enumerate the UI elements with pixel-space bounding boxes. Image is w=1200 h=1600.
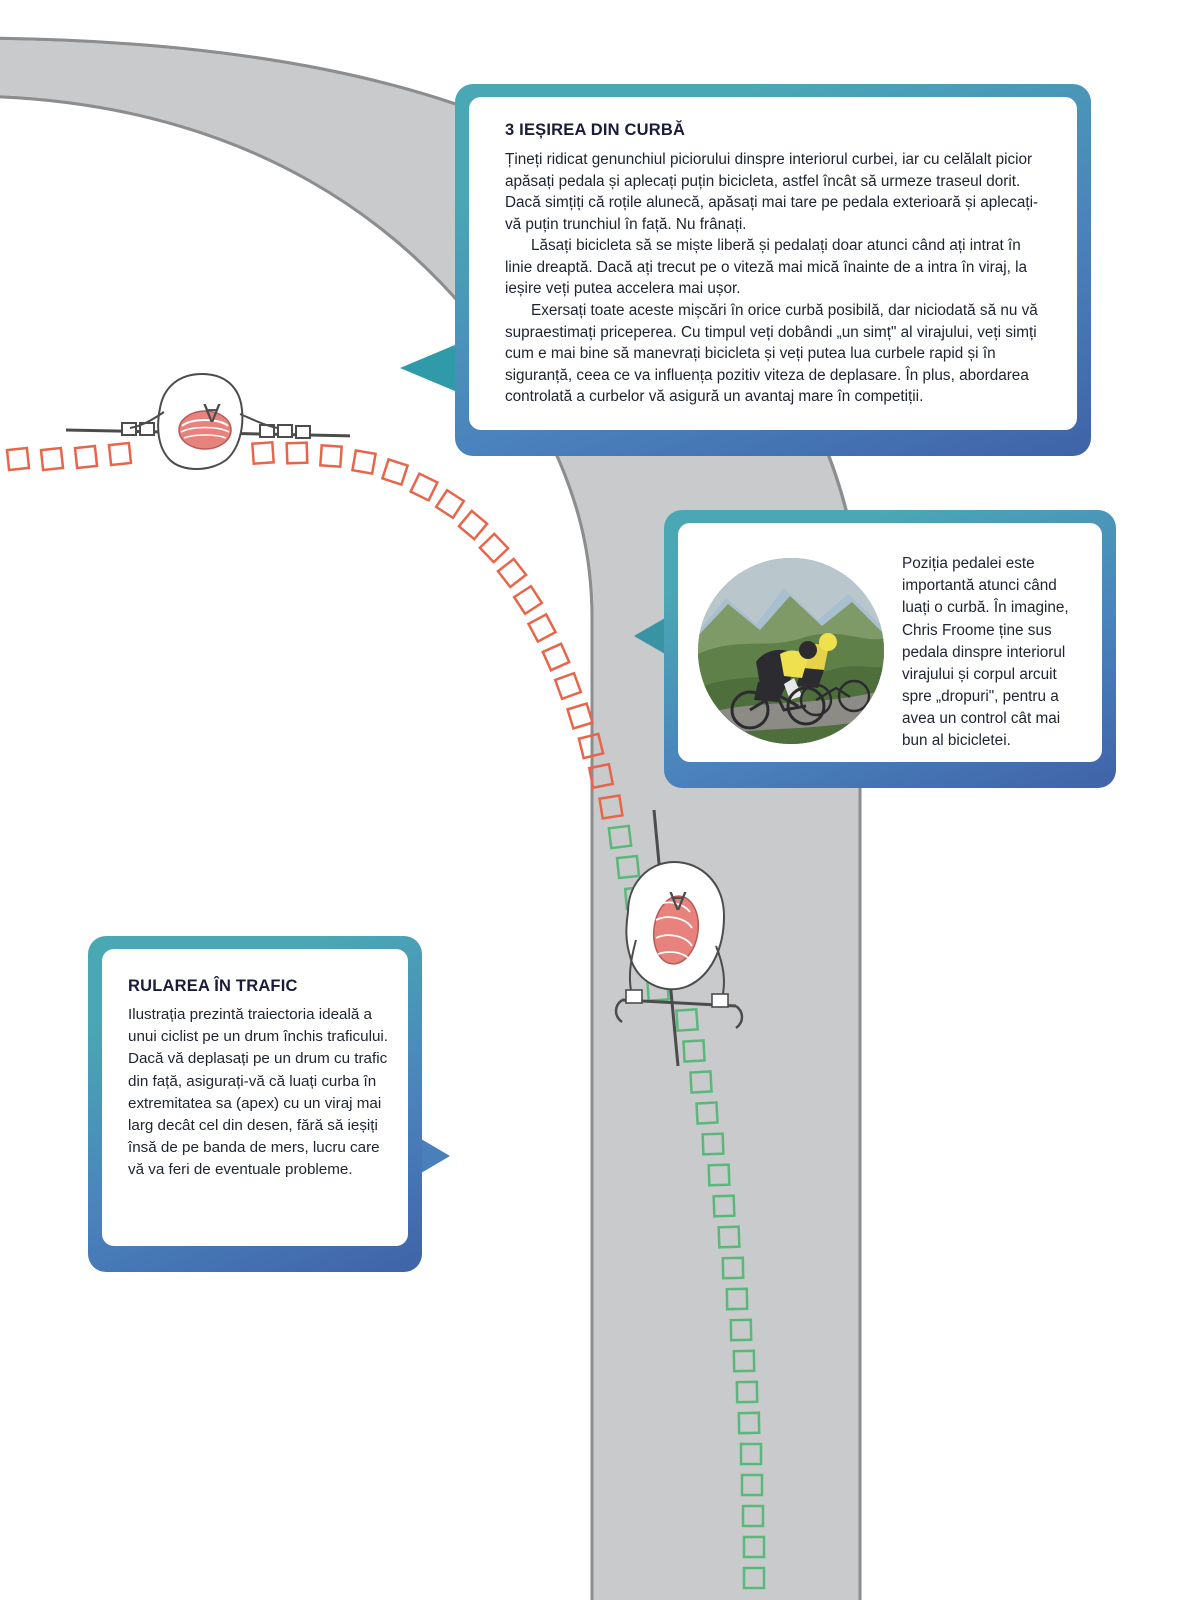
callout-inner (469, 97, 1077, 430)
callout-exit-title: 3 IEȘIREA DIN CURBĂ (505, 121, 686, 139)
callout-exit-body (505, 149, 1051, 408)
callout-tail-left (400, 342, 462, 394)
paragraph-1: Ilustrația prezintă traiectoria ideală a unui ciclist pe un drum închis traficului. Dacă vă deplasați pe un drum cu trafic din față, asigurați-vă că luați curba în extremitatea sa (apex) cu un viraj mai larg decât cel din desen, fără să ieșiți însă de pe banda de mers, lucru care vă va feri de eventuale probleme. (128, 1006, 388, 1179)
cyclist-figure-exiting-curve (592, 800, 792, 1080)
cyclist-figure-entering-curve (60, 368, 350, 498)
callout-traffic (88, 936, 422, 1272)
callout-pedal-text: Poziția pedalei este importantă atunci când luați o curbă. În imagine, Chris Froome ține sus pedala dinspre interiorul virajului și corpul arcuit spre „dropuri", pentru a avea un control cât mai bun al bicicletei. (902, 555, 1069, 750)
jersey-letter-bottom: A (669, 886, 687, 916)
jersey-letter-top: A (203, 398, 221, 428)
callout-inner (678, 523, 1102, 762)
callout-exit-curve (455, 84, 1091, 456)
callout-pedal-position (664, 510, 1116, 788)
callout-traffic-body (128, 1004, 388, 1182)
callout-traffic-title: RULAREA ÎN TRAFIC (128, 977, 298, 995)
paragraph-1: Țineți ridicat genunchiul piciorului dinspre interiorul curbei, iar cu celălalt picior apăsați pedala și aplecați puțin bicicleta, astfel încât să urmeze traseul dorit. Dacă simțiți că roțile alunecă, apăsați mai tare pe pedala exterioară și aplecați-vă puțin trunchiul în față. Nu frânați. (505, 151, 1039, 233)
paragraph-3: Exersați toate aceste mișcări în orice curbă posibilă, dar niciodată să nu vă supraestimați priceperea. Cu timpul veți dobândi „un simț" al virajului, veți simți cum e mai bine să manevrați bicicleta și veți putea lua curbele rapid și în siguranță, ceea ce va influența pozitiv viteza de deplasare. În plus, abordarea controlată a curbelor vă asigură un avantaj mare în competiții. (505, 301, 1038, 406)
paragraph-2: Lăsați bicicleta să se miște liberă și pedalați doar atunci când ați intrat în linie dreaptă. Dacă ați trecut pe o viteză mai mică înainte de a intra în viraj, la ieșire veți putea accelera mai ușor. (505, 237, 1028, 298)
callout-inner (102, 949, 408, 1246)
photo-chris-froome (698, 558, 884, 744)
